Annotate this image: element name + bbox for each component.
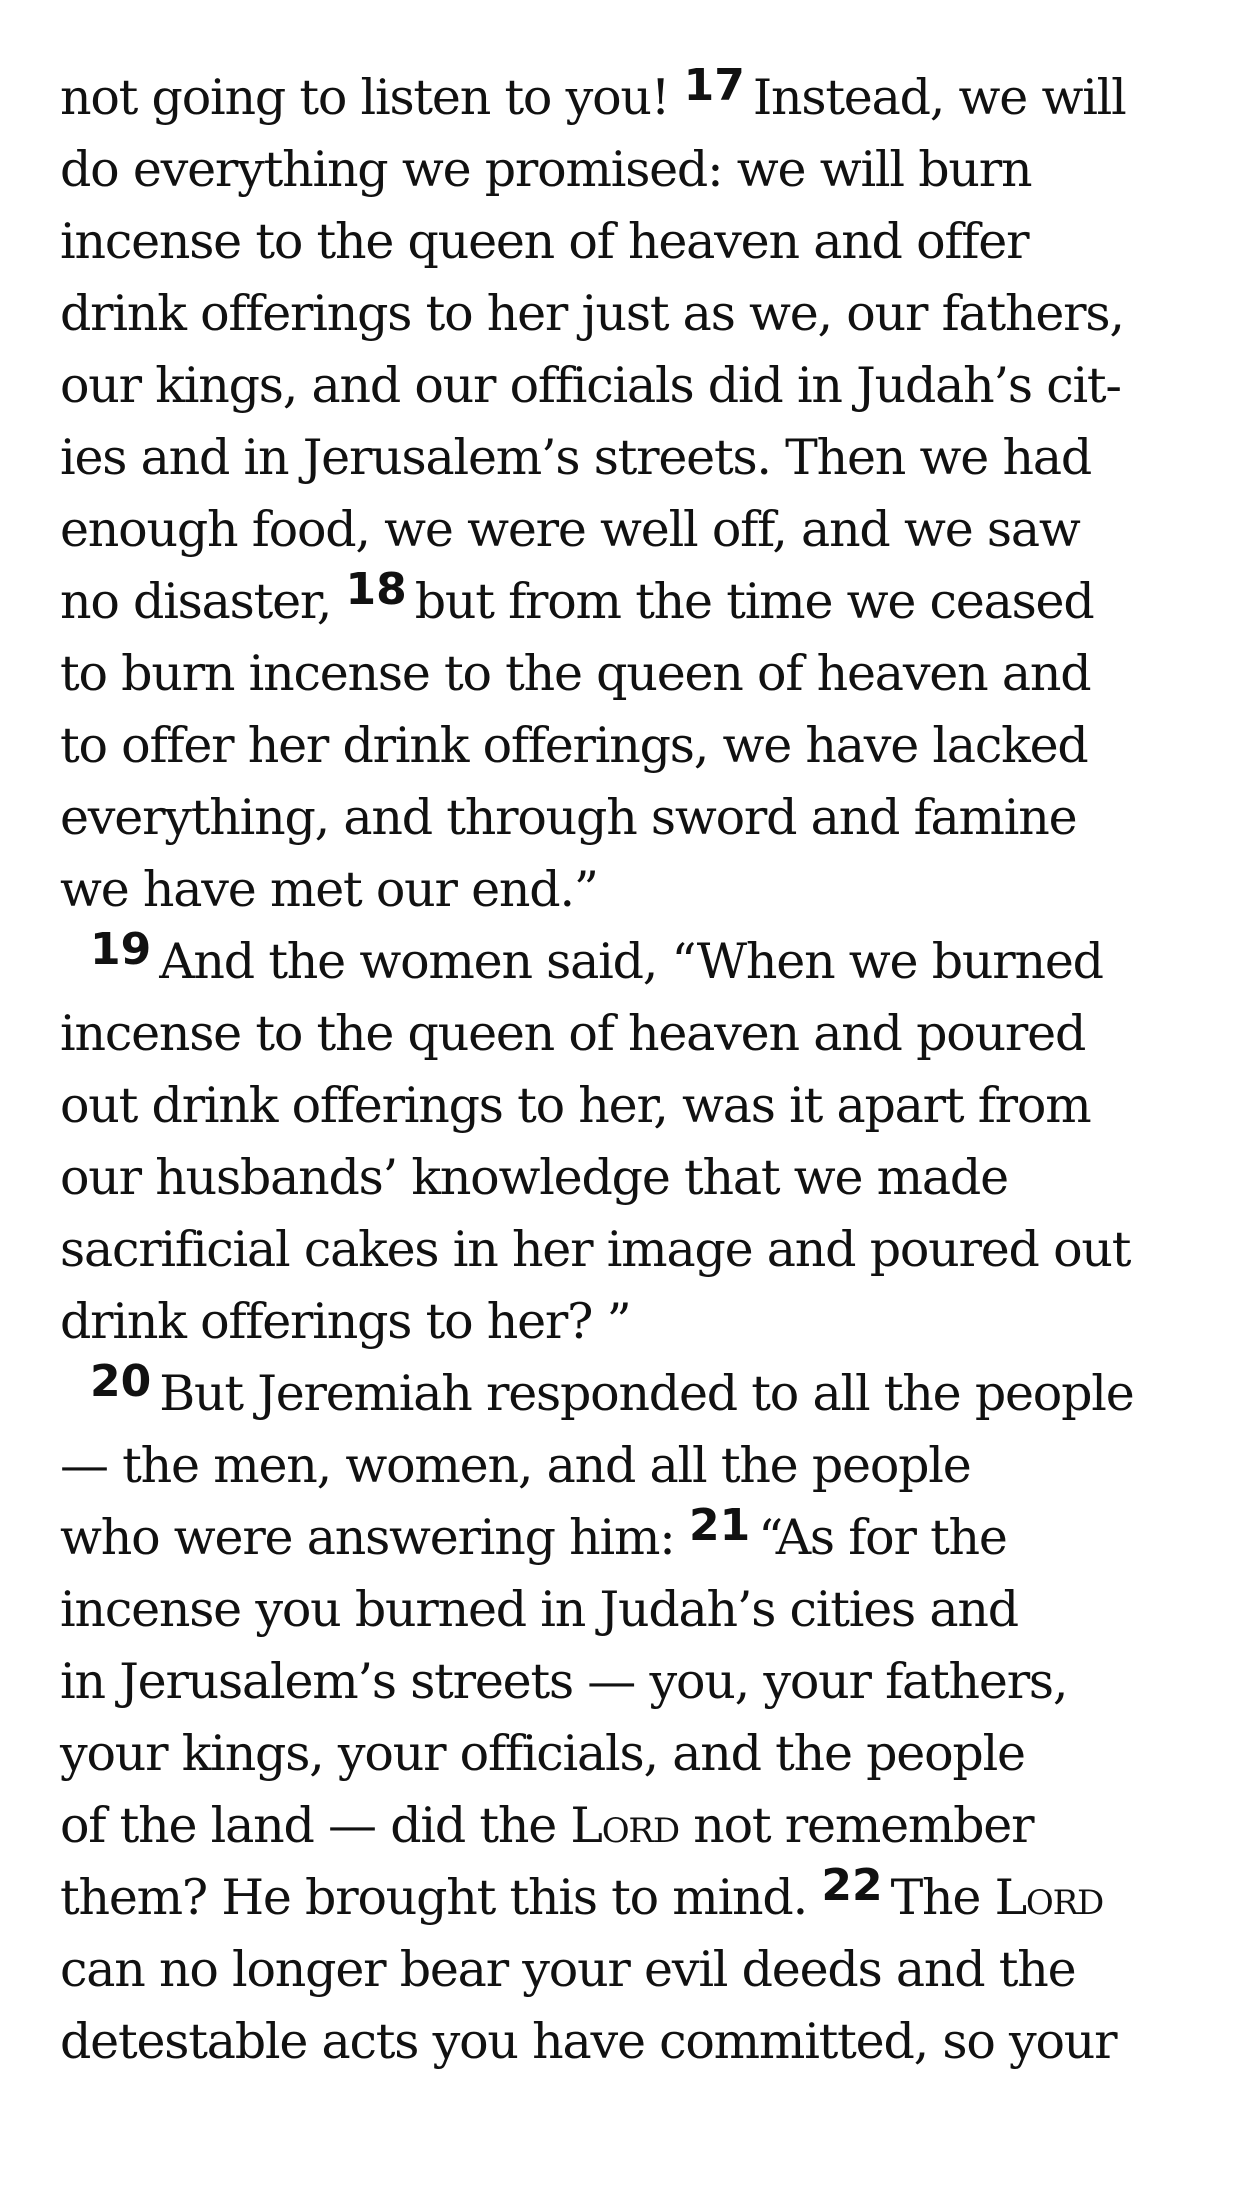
text-segment: can no longer bear your evil deeds and the: [60, 1941, 1076, 1998]
text-segment: to offer her drink offerings, we have lacked: [60, 717, 1088, 774]
verse-number: 17: [683, 60, 745, 111]
text-line: [60, 1646, 1190, 1718]
verse-number: 18: [345, 564, 407, 615]
text-segment: to burn incense to the queen of heaven and: [60, 645, 1091, 702]
text-segment: who were answering him:: [60, 1509, 689, 1566]
text-segment: sacrificial cakes in her image and poured out: [60, 1221, 1131, 1278]
text-segment: incense you burned in Judah’s cities and: [60, 1581, 1018, 1638]
text-line: [60, 1358, 1190, 1430]
text-segment: not going to listen to you!: [60, 69, 684, 126]
text-segment: enough food, we were well off, and we saw: [60, 501, 1080, 558]
text-segment: in Jerusalem’s streets — you, your fathers,: [60, 1653, 1068, 1710]
text-line: [60, 1790, 1190, 1862]
text-line: [60, 422, 1190, 494]
text-line: [60, 1934, 1190, 2006]
text-line: [60, 1142, 1190, 1214]
text-line: [60, 62, 1190, 134]
text-segment: them? He brought this to mind.: [60, 1869, 822, 1926]
text-line: [60, 350, 1190, 422]
text-line: [60, 1286, 1190, 1358]
text-segment: incense to the queen of heaven and poured: [60, 1005, 1086, 1062]
text-segment: our husbands’ knowledge that we made: [60, 1149, 1008, 1206]
text-line: [60, 2006, 1190, 2078]
text-line: [60, 1718, 1190, 1790]
divine-name: Lord: [570, 1797, 679, 1854]
verse-number: 21: [688, 1500, 751, 1551]
text-segment: we have met our end.”: [60, 861, 598, 918]
text-line: [60, 206, 1190, 278]
text-line: [60, 782, 1190, 854]
divine-name: Lord: [994, 1869, 1104, 1926]
text-segment: do everything we promised: we will burn: [60, 141, 1032, 198]
text-segment: our kings, and our officials did in Judah’s cit-: [60, 357, 1121, 414]
text-line: [60, 134, 1190, 206]
text-segment: “As for the: [758, 1509, 1007, 1566]
text-segment: The: [890, 1869, 995, 1926]
text-segment: of the land — did the: [60, 1797, 571, 1854]
text-line: [60, 1214, 1190, 1286]
verse-number: 20: [90, 1356, 152, 1407]
text-line: [60, 494, 1190, 566]
text-segment: detestable acts you have committed, so your: [60, 2013, 1117, 2070]
text-segment: no disaster,: [60, 573, 346, 630]
text-line: [60, 1070, 1190, 1142]
text-segment: ies and in Jerusalem’s streets. Then we had: [60, 429, 1091, 486]
text-segment: But Jeremiah responded to all the people: [159, 1365, 1134, 1422]
text-segment: drink offerings to her just as we, our fathers,: [60, 285, 1124, 342]
text-line: [60, 998, 1190, 1070]
text-line: [60, 1574, 1190, 1646]
text-line: [60, 926, 1190, 998]
text-segment: — the men, women, and all the people: [60, 1437, 971, 1494]
text-segment: your kings, your officials, and the people: [60, 1725, 1025, 1782]
text-line: [60, 638, 1190, 710]
text-segment: out drink offerings to her, was it apart from: [60, 1077, 1091, 1134]
scripture-text: [60, 62, 1190, 2078]
text-segment: incense to the queen of heaven and offer: [60, 213, 1029, 270]
text-segment: drink offerings to her? ”: [60, 1293, 631, 1350]
text-segment: everything, and through sword and famine: [60, 789, 1077, 846]
text-segment: but from the time we ceased: [414, 573, 1094, 630]
verse-number: 19: [90, 924, 152, 975]
text-segment: And the women said, “When we burned: [159, 933, 1103, 990]
text-segment: not remember: [678, 1797, 1034, 1854]
text-line: [60, 566, 1190, 638]
text-line: [60, 1502, 1190, 1574]
text-segment: Instead, we will: [752, 69, 1126, 126]
text-line: [60, 278, 1190, 350]
text-line: [60, 1862, 1190, 1934]
verse-number: 22: [821, 1860, 883, 1911]
text-line: [60, 710, 1190, 782]
text-line: [60, 1430, 1190, 1502]
text-line: [60, 854, 1190, 926]
